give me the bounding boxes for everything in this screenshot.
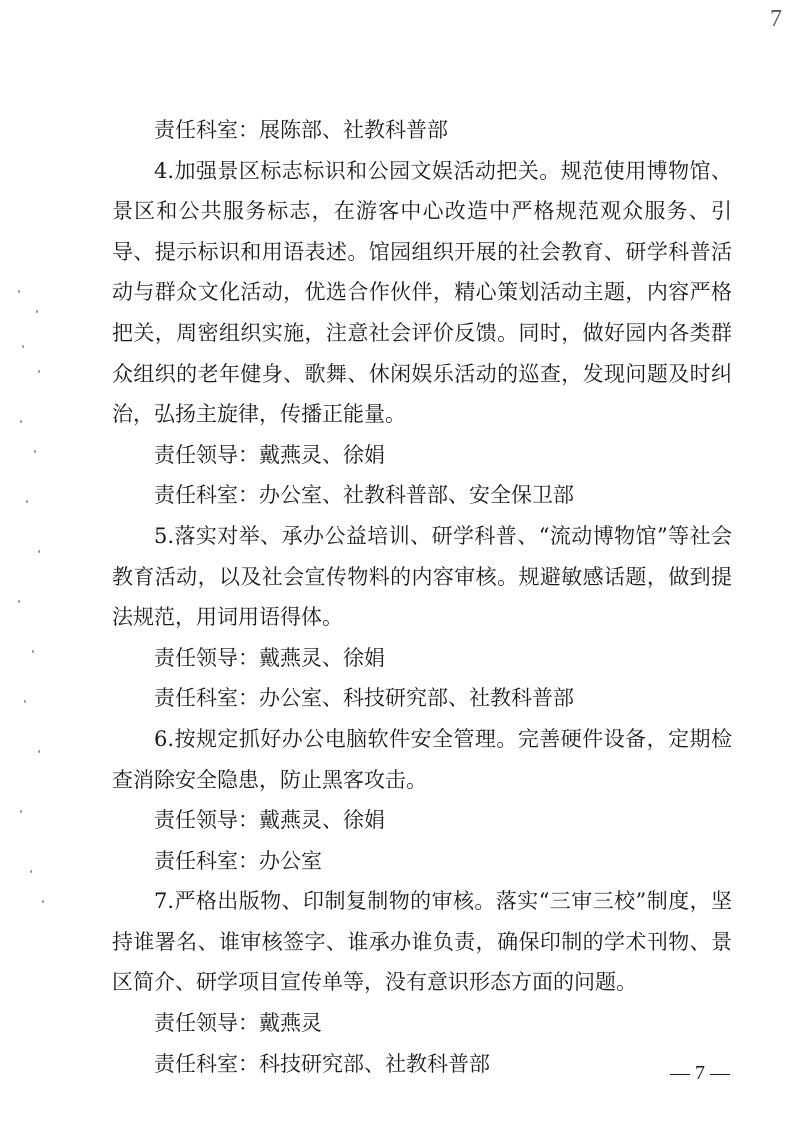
paragraph-dept-1: 责任科室：展陈部、社教科普部: [154, 118, 448, 142]
scan-speck: [20, 810, 22, 813]
scan-speck: [30, 870, 32, 873]
scan-speck: [24, 700, 26, 703]
paragraph-leader-6: 责任领导：戴燕灵、徐娟: [154, 808, 385, 833]
document-body: [112, 110, 732, 1084]
scan-speck: [38, 550, 40, 553]
paragraph-leader-5: 责任领导：戴燕灵、徐娟: [154, 645, 385, 670]
scan-speck: [20, 420, 22, 423]
scan-speck: [38, 370, 40, 373]
paragraph-dept-4: 责任科室：办公室、社教科普部、安全保卫部: [154, 483, 574, 508]
scan-speck: [36, 310, 38, 313]
paragraph-leader-4: 责任领导：戴燕灵、徐娟: [154, 442, 385, 467]
scan-speck: [18, 290, 20, 293]
paragraph-dept-7: 责任科室：科技研究部、社教科普部: [154, 1051, 490, 1076]
scan-speck: [32, 650, 34, 653]
paragraph-item-4: 4.加强景区标志标识和公园文娱活动把关。规范使用博物馆、景区和公共服务标志，在游客中心改造中严格规范观众服务、引导、提示标识和用语表述。馆园组织开展的社会教育、研学科普活动与群众文化活动，优选合作伙伴，精心策划活动主题，内容严格把关，周密组织实施，注意社会评价反馈。同时，做好园内各类群众组织的老年健身、歌舞、休闲娱乐活动的巡查，发现问题及时纠治，弘扬主旋律，传播正能量。: [112, 158, 732, 427]
corner-page-number: 7: [770, 6, 782, 32]
paragraph-dept-5: 责任科室：办公室、科技研究部、社教科普部: [154, 686, 574, 711]
binding-hole-marks: [8, 250, 48, 950]
scan-speck: [38, 750, 40, 753]
scan-speck: [22, 345, 24, 348]
paragraph-leader-7: 责任领导：戴燕灵: [154, 1011, 322, 1036]
paragraph-item-6: 6.按规定抓好办公电脑软件安全管理。完善硬件设备，定期检查消除安全隐患，防止黑客攻击。: [112, 726, 732, 792]
scan-speck: [26, 500, 28, 503]
paragraph-item-5: 5.落实对举、承办公益培训、研学科普、“流动博物馆”等社会教育活动，以及社会宣传物料的内容审核。规避敏感话题，做到提法规范，用词用语得体。: [112, 523, 732, 630]
scan-speck: [34, 450, 36, 453]
scan-speck: [42, 900, 44, 903]
paragraph-item-7: 7.严格出版物、印制复制物的审核。落实“三审三校”制度，坚持谁署名、谁审核签字、谁承办谁负责，确保印制的学术刊物、景区简介、研学项目宣传单等，没有意识形态方面的问题。: [112, 889, 732, 995]
scan-speck: [18, 600, 20, 603]
footer-page-number: — 7 —: [670, 1062, 730, 1084]
paragraph-dept-6: 责任科室：办公室: [154, 848, 322, 873]
